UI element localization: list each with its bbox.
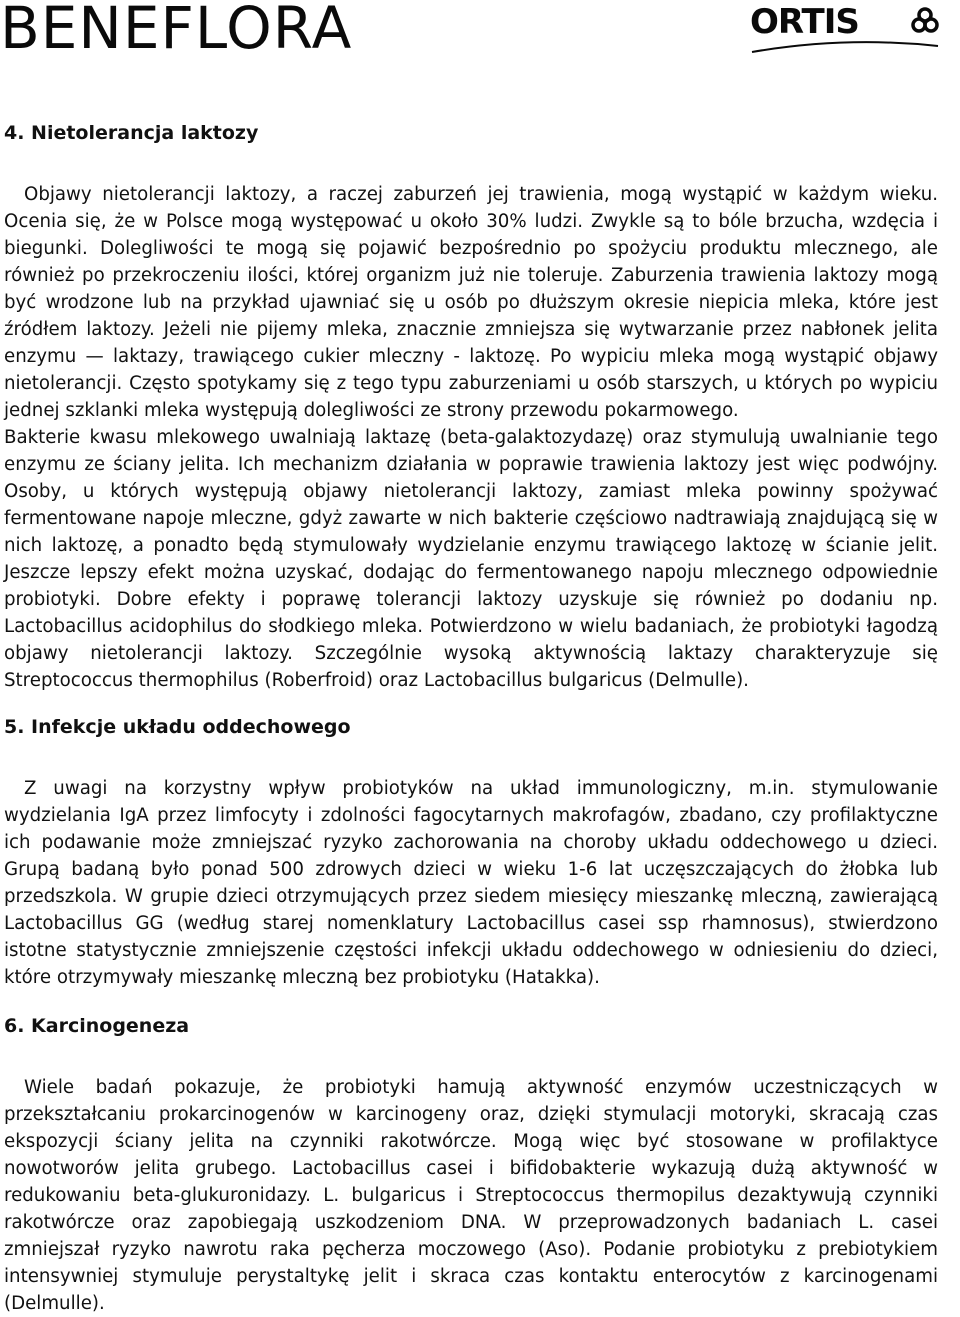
brand-title: BENEFLORA [0, 0, 353, 62]
section-heading: 6. Karcinogeneza [4, 1015, 190, 1037]
flower-icon [910, 6, 940, 36]
paragraph: Z uwagi na korzystny wpływ probiotyków na układ immunologiczny, m.in. stymulowanie wydzielania IgA przez limfocyty i zdolności fagocytarnych makrofagów, zbadano, czy profilaktyczne ich podawanie może zmniejszać ryzyko zachorowania na choroby układu oddechowego u dzieci. Grupą badaną było ponad 500 zdrowych dzieci w wieku 1-6 lat uczęszczających do żłobka lub przedszkola. W grupie dzieci otrzymujących przez siedem miesięcy mieszankę mleczną, zawierającą Lactobacillus GG (według starej nomenklatury Lactobacillus casei ssp rhamnosus), stwierdzono istotne statystycznie zmniejszenie częstości infekcji układu oddechowego w odniesieniu do dzieci, które otrzymywały mieszankę mleczną bez probiotyku (Hatakka). [4, 778, 938, 988]
paragraph: Wiele badań pokazuje, że probiotyki hamują aktywność enzymów uczestniczących w przekształcaniu prokarcinogenów w karcinogeny oraz, dzięki stymulacji motoryki, skracają czas ekspozycji ściany jelita na czynniki rakotwórcze. Mogą więc być stosowane w profilaktyce nowotworów jelita grubego. Lactobacillus casei i bifidobakterie wykazują dużą aktywność w redukowaniu beta-glukuronidazy. L. bulgaricus i Streptococcus thermopilus dezaktywują czynniki rakotwórcze oraz zapobiegają uszkodzeniom DNA. W przeprowadzonych badaniach L. casei zmniejszał ryzyko nawrotu raka pęcherza moczowego (Aso). Podanie probiotyku z prebiotykiem intensywniej stymuluje perystaltykę jelit i skraca czas kontaktu enterocytów z karcinogenami (Delmulle). [4, 1077, 938, 1314]
swoosh-icon [750, 40, 940, 56]
section-heading: 5. Infekcje układu oddechowego [4, 716, 351, 738]
logo-wordmark: ORTIS [750, 2, 859, 42]
page-header [0, 0, 960, 70]
paragraph: Bakterie kwasu mlekowego uwalniają laktazę (beta-galaktozydazę) oraz stymulują uwalnianie tego enzymu ze ściany jelita. Ich mechanizm działania w poprawie trawienia laktozy jest więc podwójny. Osoby, u których występują objawy nietolerancji laktozy, zamiast mleka powinny spożywać fermentowane napoje mleczne, gdyż zawarte w nich bakterie częściowo nadtrawiają znajdującą się w nich laktozę, a ponadto będą stymulowały wydzielanie enzymu trawiącego laktozę w ścianie jelit. Jeszcze lepszy efekt można uzyskać, dodając do fermentowanego napoju mlecznego odpowiednie probiotyki. Dobre efekty i poprawę tolerancji laktozy uzyskuje się również po dodaniu np. Lactobacillus acidophilus do słodkiego mleka. Potwierdzono w wielu badaniach, że probiotyki łagodzą objawy nietolerancji laktozy. Szczególnie wysoką aktywnością laktazy charakteryzuje się Streptococcus thermophilus (Roberfroid) oraz Lactobacillus bulgaricus (Delmulle). [4, 427, 938, 691]
article-body [4, 120, 938, 1317]
section-carcinogenesis [4, 1013, 938, 1317]
section-respiratory-infections [4, 714, 938, 991]
ortis-logo [750, 2, 950, 62]
paragraph: Objawy nietolerancji laktozy, a raczej zaburzeń jej trawienia, mogą wystąpić w każdym wieku. Ocenia się, że w Polsce mogą występować u około 30% ludzi. Zwykle są to bóle brzucha, wzdęcia i biegunki. Dolegliwości te mogą się pojawić bezpośrednio po spożyciu produktu mlecznego, ale również po przekroczeniu ilości, której organizm już nie toleruje. Zaburzenia trawienia laktozy mogą być wrodzone lub na przykład ujawniać się u osób po dłuższym okresie niepicia mleka, które jest źródłem laktozy. Jeżeli nie pijemy mleka, znacznie zmniejsza się wytwarzanie przez nabłonek jelita enzymu — laktazy, trawiącego cukier mleczny - laktozę. Po wypiciu mleka mogą wystąpić objawy nietolerancji. Często spotykamy się z tego typu zaburzeniami u osób starszych, u których po wypiciu jednej szklanki mleka występują dolegliwości ze strony przewodu pokarmowego. [4, 184, 938, 421]
section-heading: 4. Nietolerancja laktozy [4, 122, 259, 144]
section-lactose-intolerance [4, 120, 938, 694]
